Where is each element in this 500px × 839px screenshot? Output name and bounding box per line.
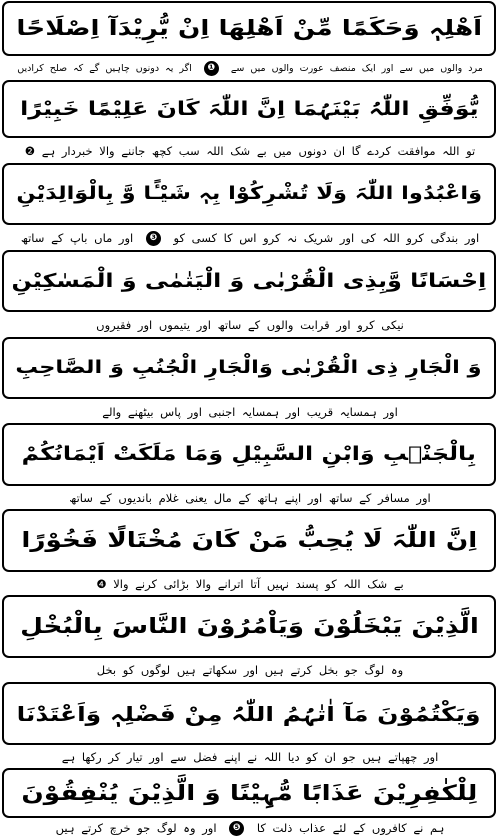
translation-line xyxy=(6,659,494,681)
translation-part: اور وہ لوگ جو خرچ کرتے ہیں xyxy=(55,820,217,835)
footnote-marker: ❺ xyxy=(229,821,244,836)
verse-line xyxy=(2,423,496,486)
verse-line xyxy=(2,595,496,658)
translation-part: مرد والوں میں سے اور ایک منصف عورت والوں میں سے xyxy=(230,62,483,74)
translation-text: وہ لوگ جو بخل کرتے ہیں اور سکھاتے ہیں لوگوں کو بخل xyxy=(96,663,404,677)
verse-line xyxy=(2,1,496,56)
verse-line xyxy=(2,509,496,572)
translation-text xyxy=(21,231,479,246)
verse-line xyxy=(2,80,496,138)
translation-line xyxy=(6,746,494,768)
translation-text: نیکی کرو اور قرابت والوں کے ساتھ اور یتیموں اور فقیروں xyxy=(96,318,404,332)
translation-text: اور مسافر کے ساتھ اور اپنے ہاتھ کے مال یعنی غلام باندیوں کے ساتھ xyxy=(69,491,431,505)
verse-line xyxy=(2,163,496,225)
verse-text: وَاعْبُدُوا اللّٰہَ وَلَا تُشْرِکُوْا بِہٖ شَیْـًٔا وَّ بِالْوَالِدَیْنِ xyxy=(16,183,482,204)
verse-text: اِحْسَانًا وَّبِذِی الْقُرْبٰی وَ الْیَتٰمٰی وَ الْمَسٰکِیْنِ xyxy=(11,269,487,292)
translation-part: اور ماں باپ کے ساتھ xyxy=(20,230,134,245)
verse-text: لِلْکٰفِرِیْنَ عَذَابًا مُّہِیْنًا وَ الَّذِیْنَ یُنْفِقُوْنَ xyxy=(20,780,477,805)
verse-text: یُّوَفِّقِ اللّٰہُ بَیْنَہُمَا اِنَّ اللّٰہَ کَانَ عَلِیْمًا خَبِیْرًا xyxy=(19,97,479,120)
verse-text: وَ الْجَارِ ذِی الْقُرْبٰی وَالْجَارِ الْجُنُبِ وَ الصَّاحِبِ xyxy=(15,357,483,378)
translation-line xyxy=(6,401,494,423)
verse-line xyxy=(2,682,496,745)
translation-part: اور بندگی کرو اللہ کی اور شریک نہ کرو اس کا کسی کو xyxy=(173,230,480,245)
translation-text xyxy=(17,61,483,76)
verse-line xyxy=(2,768,496,818)
translation-line xyxy=(6,818,494,838)
translation-part: بے شک اللہ سب کچھ جاننے والا خبردار ہے ❷ xyxy=(24,144,267,158)
translation-line xyxy=(6,227,494,249)
verse-text: بِالْجَنْۢبِ وَابْنِ السَّبِیْلِ وَمَا مَلَکَتْ اَیْمَانُکُمْ xyxy=(21,443,477,465)
translation-text xyxy=(25,144,476,158)
translation-line xyxy=(6,140,494,162)
verse-line xyxy=(2,250,496,312)
translation-text: اور چھپاتے ہیں جو ان کو دیا اللہ نے اپنے فضل سے اور تیار کر رکھا ہے xyxy=(61,750,439,764)
translation-line xyxy=(6,573,494,595)
verse-text: اِنَّ اللّٰہَ لَا یُحِبُّ مَنْ کَانَ مُخْتَالًا فَخُوْرًا xyxy=(21,528,477,552)
verse-text: وَیَکْتُمُوْنَ مَآ اٰتٰہُمُ اللّٰہُ مِنْ فَضْلِہٖ وَاَعْتَدْنَا xyxy=(16,701,481,726)
footnote-marker: ❸ xyxy=(146,231,161,246)
translation-part: ہم نے کافروں کے لئے عذاب ذلت کا xyxy=(256,820,445,835)
verse-line xyxy=(2,337,496,399)
translation-text: بے شک اللہ کو پسند نہیں آتا اترانے والا بڑائی کرنے والا ❹ xyxy=(96,577,404,591)
translation-text xyxy=(56,821,445,836)
translation-text: اور ہمسایہ قریب اور ہمسایہ اجنبی اور پاس بیٹھنے والے xyxy=(102,405,398,419)
translation-line xyxy=(6,487,494,509)
translation-part: تو اللہ موافقت کردے گا ان دونوں میں xyxy=(273,144,476,158)
translation-line xyxy=(6,57,494,79)
footnote-marker: ❶ xyxy=(204,61,219,76)
translation-part: اگر یہ دونوں چاہیں گے کہ صلح کرادیں xyxy=(17,62,192,74)
translation-line xyxy=(6,314,494,336)
verse-text: اَھْلِہٖ وَحَکَمًا مِّنْ اَھْلِھَا اِنْ یُّرِیْدَآ اِصْلَاحًا xyxy=(16,16,482,40)
verse-text: الَّذِیْنَ یَبْخَلُوْنَ وَیَاْمُرُوْنَ النَّاسَ بِالْبُخْلِ xyxy=(19,614,479,638)
